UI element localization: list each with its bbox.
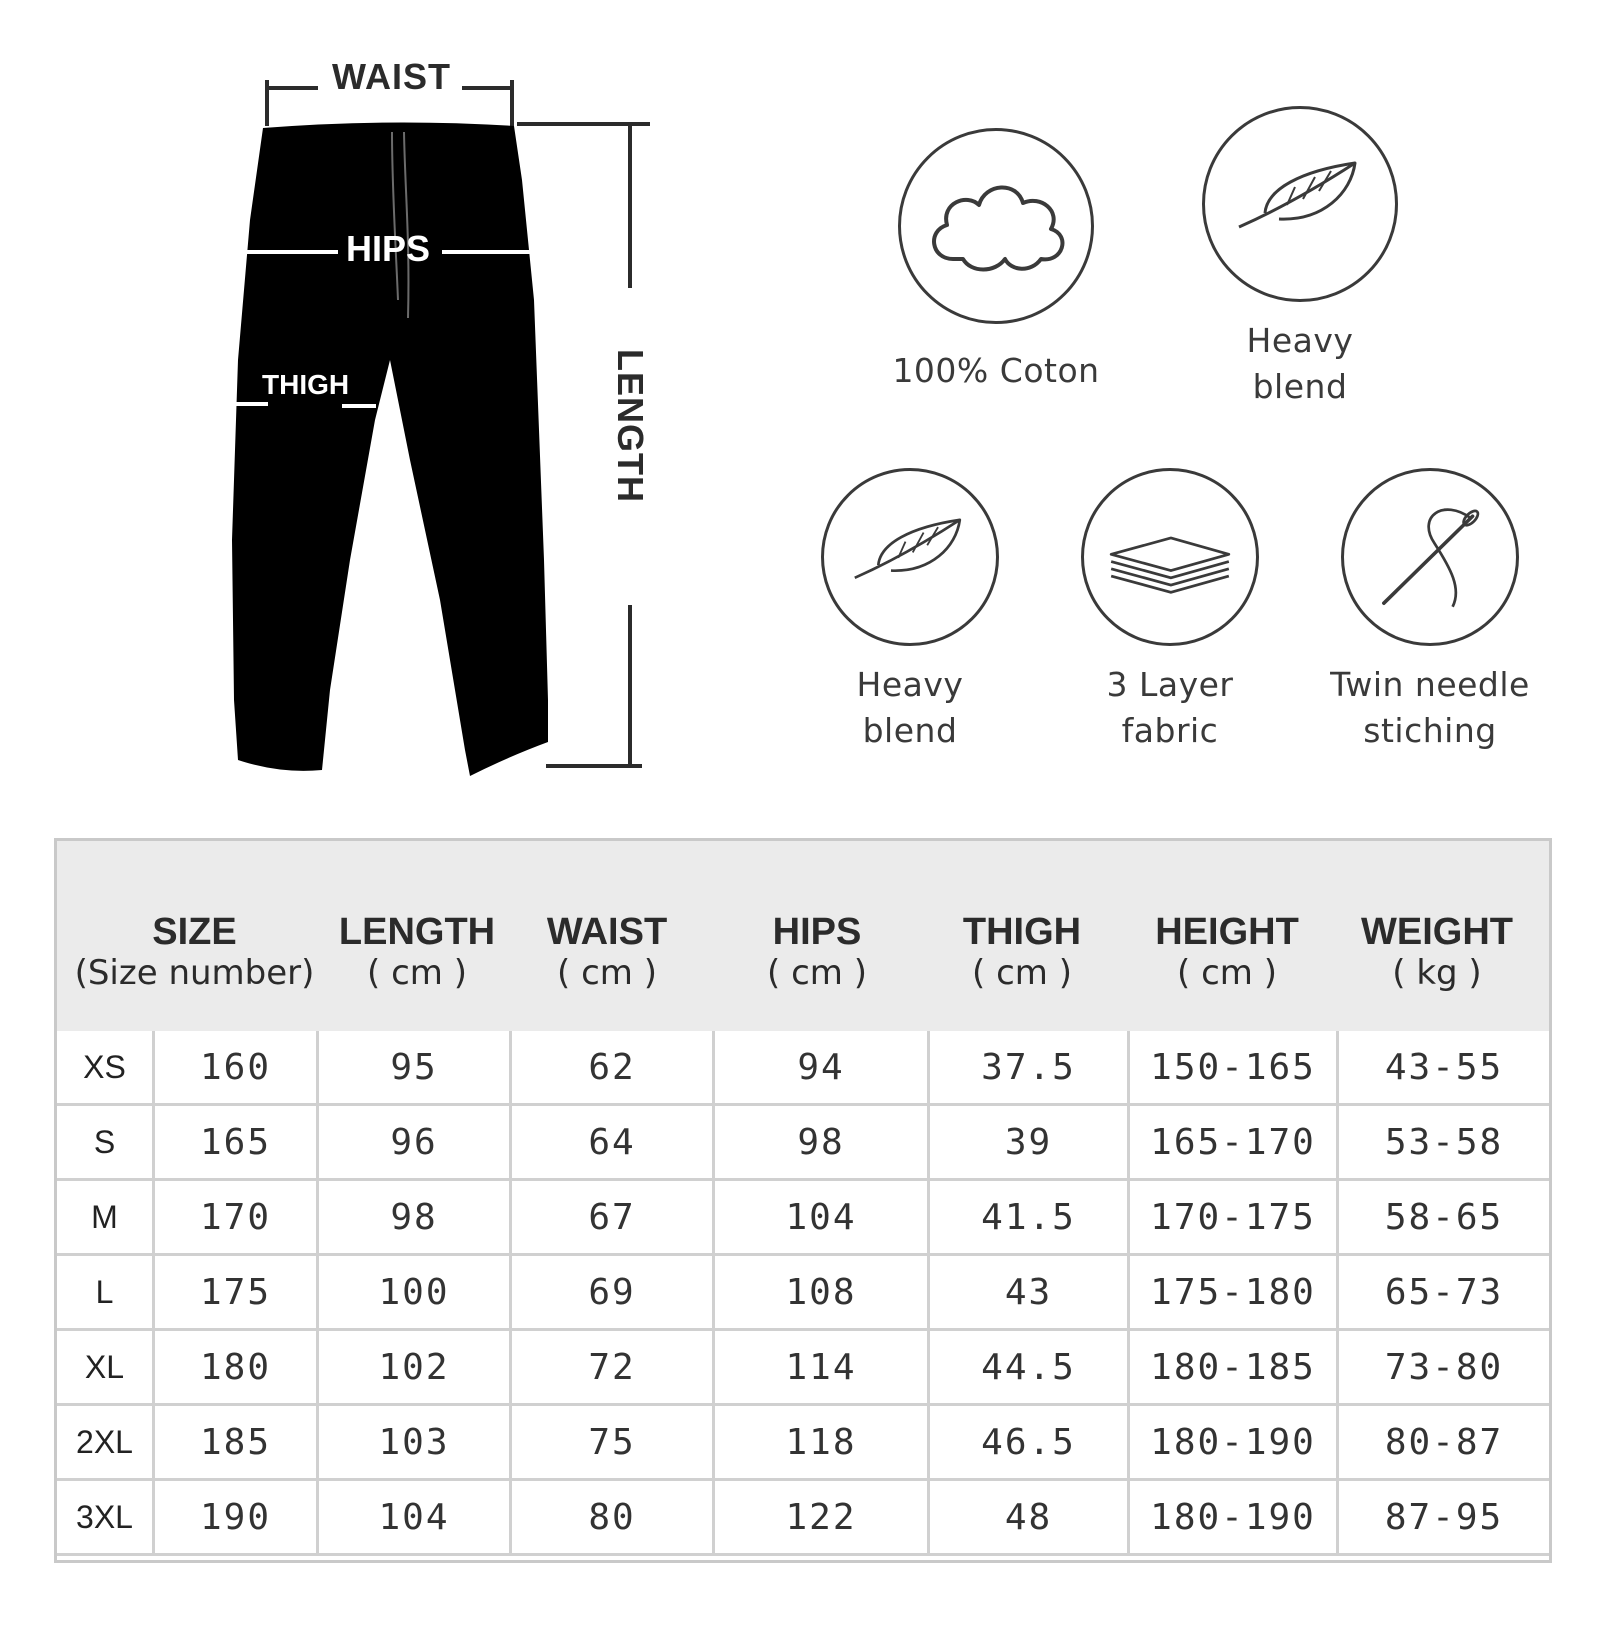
header-title: HIPS <box>772 911 862 953</box>
table-cell: 170 <box>155 1181 319 1253</box>
fabric-layers-icon <box>1081 468 1259 646</box>
size-chart-table <box>54 838 1552 1563</box>
table-cell: 96 <box>319 1106 512 1178</box>
feather-icon <box>1202 106 1398 302</box>
table-cell: 43-55 <box>1384 1046 1504 1088</box>
table-cell: 43 <box>930 1256 1130 1328</box>
size-label-cell: 2XL <box>57 1406 155 1478</box>
table-cell: 67 <box>512 1181 715 1253</box>
table-header <box>57 841 1549 1031</box>
table-cell: 53-58 <box>1384 1121 1504 1163</box>
table-cell: 100 <box>319 1256 512 1328</box>
feather-icon <box>821 468 999 646</box>
table-row <box>57 1031 1549 1106</box>
table-cell: 104 <box>319 1481 512 1553</box>
header-weight <box>1337 911 1537 993</box>
table-row <box>57 1181 1549 1256</box>
table-cell: 37.5 <box>930 1031 1130 1103</box>
table-cell: 180-190 <box>1130 1406 1339 1478</box>
header-title: WEIGHT <box>1361 911 1513 953</box>
table-cell: 69 <box>512 1256 715 1328</box>
table-cell: 150-165 <box>1130 1031 1339 1103</box>
feature-3-layer-fabric <box>1040 468 1300 754</box>
feature-caption-line: Twin needle <box>1330 665 1530 704</box>
feature-caption-line: blend <box>1252 367 1348 406</box>
feature-caption-line: stiching <box>1363 711 1497 750</box>
feature-caption-line: Heavy <box>856 665 964 704</box>
table-cell: 180-185 <box>1130 1331 1339 1403</box>
thigh-label: THIGH <box>262 369 350 400</box>
header-unit: (Size number) <box>74 953 315 993</box>
header-hips <box>717 911 917 993</box>
header-title: SIZE <box>152 911 237 953</box>
feature-caption-line: blend <box>862 711 958 750</box>
table-cell: 80 <box>512 1481 715 1553</box>
header-unit: ( cm ) <box>1177 953 1277 993</box>
size-label-cell: 3XL <box>57 1481 155 1553</box>
table-row <box>57 1481 1549 1556</box>
feature-heavy-blend <box>780 468 1040 754</box>
needle-icon <box>1341 468 1519 646</box>
header-title: THIGH <box>962 911 1082 953</box>
size-label-cell: M <box>57 1181 155 1253</box>
waist-label: WAIST <box>332 56 451 97</box>
table-cell: 87-95 <box>1384 1496 1504 1538</box>
table-cell: 180-190 <box>1130 1481 1339 1553</box>
feature-caption-line: 100% Coton <box>892 351 1100 390</box>
table-cell: 65-73 <box>1384 1271 1504 1313</box>
table-cell: 39 <box>930 1106 1130 1178</box>
size-label-cell: S <box>57 1106 155 1178</box>
table-cell: 185 <box>155 1406 319 1478</box>
table-cell: 122 <box>715 1481 930 1553</box>
feature-caption-line: fabric <box>1121 711 1219 750</box>
table-cell: 95 <box>319 1031 512 1103</box>
header-waist <box>507 911 707 993</box>
table-cell: 98 <box>715 1106 930 1178</box>
table-cell: 160 <box>155 1031 319 1103</box>
header-unit: ( cm ) <box>557 953 657 993</box>
header-unit: ( cm ) <box>972 953 1072 993</box>
size-label-cell: L <box>57 1256 155 1328</box>
header-size <box>57 911 332 993</box>
size-label-cell: XS <box>57 1031 155 1103</box>
header-title: WAIST <box>546 911 668 953</box>
table-row <box>57 1406 1549 1481</box>
table-cell: 175-180 <box>1130 1256 1339 1328</box>
feature-heavy-blend-top <box>1170 106 1430 410</box>
length-label: LENGTH <box>610 349 651 503</box>
table-cell: 102 <box>319 1331 512 1403</box>
table-cell: 48 <box>930 1481 1130 1553</box>
table-cell: 41.5 <box>930 1181 1130 1253</box>
table-cell: 98 <box>319 1181 512 1253</box>
header-height <box>1127 911 1327 993</box>
table-cell: 80-87 <box>1384 1421 1504 1463</box>
table-cell: 118 <box>715 1406 930 1478</box>
feature-caption-line: 3 Layer <box>1106 665 1234 704</box>
table-cell: 114 <box>715 1331 930 1403</box>
table-cell: 165 <box>155 1106 319 1178</box>
feature-twin-needle-stiching <box>1300 468 1560 754</box>
table-cell: 170-175 <box>1130 1181 1339 1253</box>
pants-shape <box>232 122 548 776</box>
size-label-cell: XL <box>57 1331 155 1403</box>
table-cell: 108 <box>715 1256 930 1328</box>
table-cell: 64 <box>512 1106 715 1178</box>
table-cell: 180 <box>155 1331 319 1403</box>
feature-caption-line: Heavy <box>1246 321 1354 360</box>
table-cell: 165-170 <box>1130 1106 1339 1178</box>
header-title: LENGTH <box>338 911 496 953</box>
header-unit: ( cm ) <box>367 953 467 993</box>
table-cell: 75 <box>512 1406 715 1478</box>
feature-cotton <box>866 128 1126 394</box>
table-cell: 46.5 <box>930 1406 1130 1478</box>
table-cell: 175 <box>155 1256 319 1328</box>
header-thigh <box>922 911 1122 993</box>
table-cell: 72 <box>512 1331 715 1403</box>
table-cell: 94 <box>715 1031 930 1103</box>
header-title: HEIGHT <box>1155 911 1299 953</box>
header-length <box>327 911 507 993</box>
table-cell: 58-65 <box>1384 1196 1504 1238</box>
hips-label: HIPS <box>346 228 431 269</box>
table-cell: 73-80 <box>1384 1346 1504 1388</box>
cloud-icon <box>898 128 1094 324</box>
table-cell: 44.5 <box>930 1331 1130 1403</box>
table-cell: 190 <box>155 1481 319 1553</box>
table-row <box>57 1256 1549 1331</box>
table-cell: 104 <box>715 1181 930 1253</box>
table-row <box>57 1106 1549 1181</box>
table-cell: 62 <box>512 1031 715 1103</box>
header-unit: ( kg ) <box>1392 953 1482 993</box>
header-unit: ( cm ) <box>767 953 867 993</box>
pants-measurement-diagram <box>0 0 760 800</box>
table-cell: 103 <box>319 1406 512 1478</box>
table-row <box>57 1331 1549 1406</box>
